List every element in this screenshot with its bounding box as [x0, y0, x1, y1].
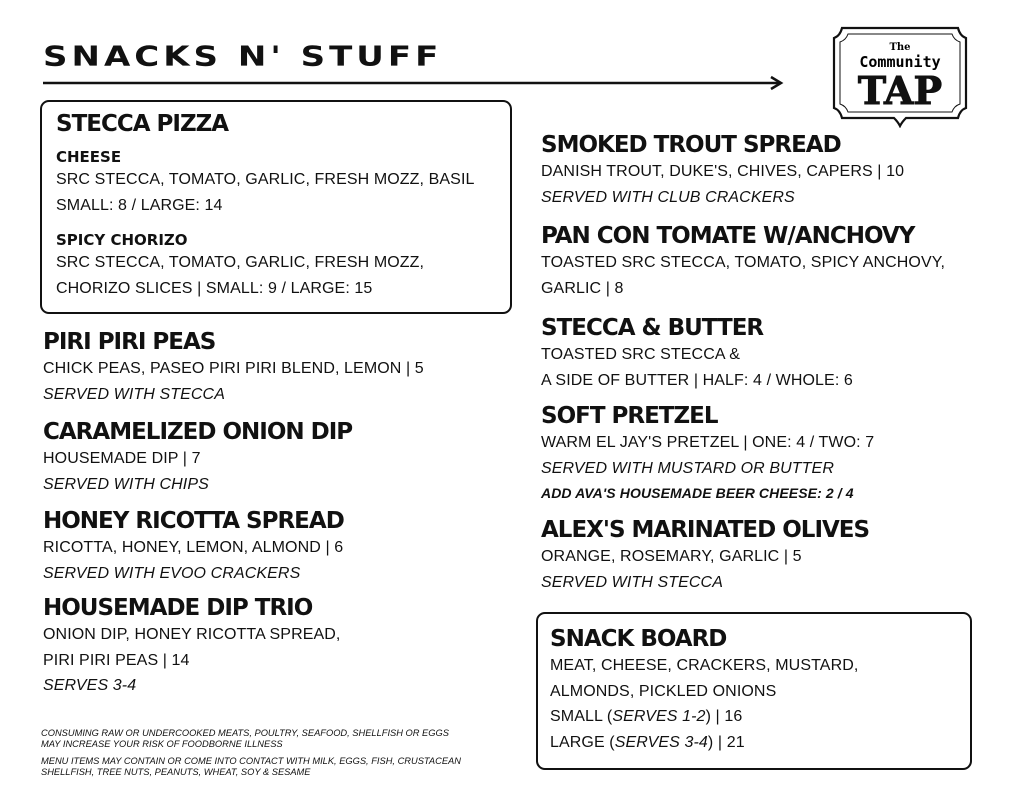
pizza-cheese-name: CHEESE — [56, 148, 122, 166]
item-note: SERVED WITH EVOO CRACKERS — [43, 564, 301, 582]
item-note: SERVED WITH CHIPS — [43, 475, 209, 493]
item-note: SERVED WITH STECCA — [43, 385, 225, 403]
item-desc: RICOTTA, HONEY, LEMON, ALMOND | 6 — [43, 539, 344, 556]
allergen-warning: MENU ITEMS MAY CONTAIN OR COME INTO CONTACT WITH MILK, EGGS, FISH, CRUSTACEAN SHELLFISH, TREE NUTS, PEANUTS, WHEAT, SOY & SESAME — [41, 756, 461, 777]
item-desc: TOASTED SRC STECCA & — [541, 346, 741, 363]
item-title: PAN CON TOMATE W/ANCHOVY — [541, 223, 915, 249]
item-title: HONEY RICOTTA SPREAD — [43, 508, 344, 534]
item-desc: MEAT, CHEESE, CRACKERS, MUSTARD, — [550, 657, 859, 674]
community-tap-logo — [832, 24, 968, 128]
item-desc: TOASTED SRC STECCA, TOMATO, SPICY ANCHOVY, — [541, 254, 946, 271]
item-desc: ORANGE, ROSEMARY, GARLIC | 5 — [541, 548, 802, 565]
food-safety-warning: CONSUMING RAW OR UNDERCOOKED MEATS, POULTRY, SEAFOOD, SHELLFISH OR EGGS MAY INCREASE YOUR RISK OF FOODBORNE ILLNESS — [41, 728, 449, 749]
item-addon: ADD AVA'S HOUSEMADE BEER CHEESE: 2 / 4 — [541, 485, 854, 501]
menu-item-honey-ricotta-spread — [43, 507, 344, 586]
pizza-chorizo-price: CHORIZO SLICES | SMALL: 9 / LARGE: 15 — [56, 279, 373, 297]
item-title: STECCA & BUTTER — [541, 315, 764, 341]
pizza-cheese-desc: SRC STECCA, TOMATO, GARLIC, FRESH MOZZ, BASIL — [56, 171, 475, 188]
item-title: PIRI PIRI PEAS — [43, 329, 216, 355]
menu-item-piri-piri-peas — [43, 328, 424, 407]
item-desc: PIRI PIRI PEAS | 14 — [43, 651, 190, 669]
item-note: SERVED WITH STECCA — [541, 573, 723, 591]
snack-board-section — [550, 625, 858, 755]
item-desc: DANISH TROUT, DUKE'S, CHIVES, CAPERS | 10 — [541, 163, 905, 180]
pizza-chorizo-name: SPICY CHORIZO — [56, 231, 188, 249]
item-desc: A SIDE OF BUTTER | HALF: 4 / WHOLE: 6 — [541, 371, 853, 389]
item-note: SERVED WITH MUSTARD OR BUTTER — [541, 459, 834, 477]
menu-item-soft-pretzel — [541, 402, 874, 507]
menu-item-marinated-olives — [541, 516, 869, 595]
menu-item-smoked-trout-spread — [541, 131, 904, 210]
item-title: STECCA PIZZA — [56, 111, 229, 137]
logo-text-community: Community — [859, 53, 941, 71]
item-title: ALEX'S MARINATED OLIVES — [541, 517, 870, 543]
snack-board-small: SMALL (SERVES 1-2) | 16 — [550, 708, 743, 725]
item-desc: ALMONDS, PICKLED ONIONS — [550, 682, 777, 700]
item-desc: CHICK PEAS, PASEO PIRI PIRI BLEND, LEMON | 5 — [43, 360, 424, 377]
item-note: SERVES 3-4 — [43, 677, 137, 694]
item-note: SERVED WITH CLUB CRACKERS — [541, 188, 795, 206]
item-title: SOFT PRETZEL — [541, 403, 718, 429]
stecca-pizza-section — [56, 110, 475, 301]
logo-text-the: The — [889, 42, 911, 53]
menu-item-pan-con-tomate — [541, 222, 945, 301]
pizza-chorizo-desc: SRC STECCA, TOMATO, GARLIC, FRESH MOZZ, — [56, 254, 425, 271]
snack-board-large: LARGE (SERVES 3-4) | 21 — [550, 733, 745, 751]
menu-item-stecca-and-butter — [541, 314, 853, 393]
logo-text-tap: TAP — [857, 68, 943, 113]
menu-item-caramelized-onion-dip — [43, 418, 352, 497]
menu-item-housemade-dip-trio — [43, 594, 340, 699]
item-title: HOUSEMADE DIP TRIO — [43, 595, 313, 621]
item-desc: GARLIC | 8 — [541, 279, 624, 297]
menu-title: SNACKS N' STUFF — [43, 40, 443, 73]
item-title: SMOKED TROUT SPREAD — [541, 132, 841, 158]
item-title: CARAMELIZED ONION DIP — [43, 419, 353, 445]
item-desc: ONION DIP, HONEY RICOTTA SPREAD, — [43, 626, 341, 643]
item-desc: HOUSEMADE DIP | 7 — [43, 450, 201, 467]
item-desc: WARM EL JAY'S PRETZEL | ONE: 4 / TWO: 7 — [541, 434, 875, 451]
title-arrow — [43, 75, 785, 91]
item-title: SNACK BOARD — [550, 626, 727, 652]
pizza-cheese-price: SMALL: 8 / LARGE: 14 — [56, 196, 223, 214]
